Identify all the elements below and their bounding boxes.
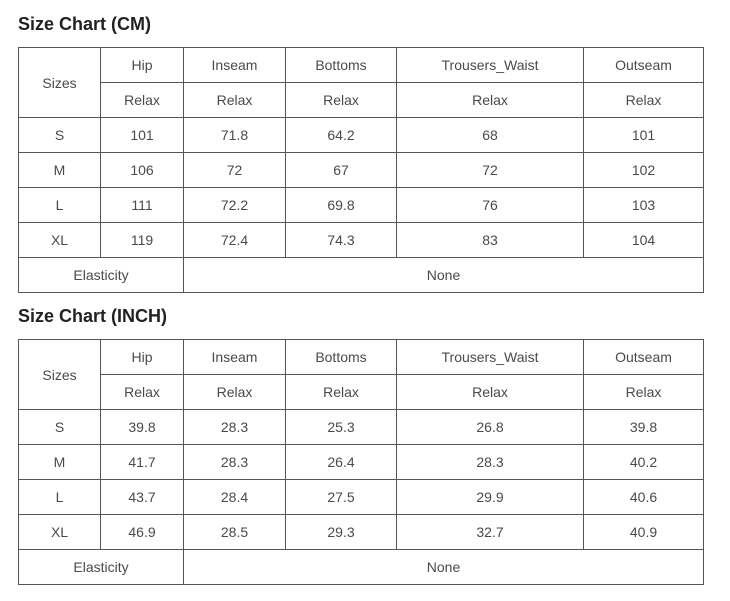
elasticity-value: None [184,550,704,585]
column-header-inseam: Inseam [184,48,286,83]
table-row [19,118,704,153]
value-cell: 106 [101,153,184,188]
value-cell: 39.8 [584,410,704,445]
column-header-outseam: Outseam [584,48,704,83]
value-cell: 40.9 [584,515,704,550]
value-cell: 101 [101,118,184,153]
size-cell: S [19,410,101,445]
column-header-outseam: Outseam [584,340,704,375]
size-cell: L [19,480,101,515]
elasticity-label: Elasticity [19,550,184,585]
fit-cell: Relax [397,375,584,410]
value-cell: 41.7 [101,445,184,480]
size-chart-cm-table [18,47,704,293]
column-header-trousers-waist: Trousers_Waist [397,48,584,83]
size-cell: S [19,118,101,153]
fit-cell: Relax [101,83,184,118]
column-header-inseam: Inseam [184,340,286,375]
value-cell: 40.2 [584,445,704,480]
value-cell: 104 [584,223,704,258]
value-cell: 29.9 [397,480,584,515]
value-cell: 103 [584,188,704,223]
value-cell: 71.8 [184,118,286,153]
size-cell: L [19,188,101,223]
size-chart-inch-section [18,304,672,575]
value-cell: 40.6 [584,480,704,515]
value-cell: 26.8 [397,410,584,445]
elasticity-row [19,550,704,585]
value-cell: 32.7 [397,515,584,550]
table-row [19,153,704,188]
fit-cell: Relax [286,375,397,410]
table-row [19,223,704,258]
value-cell: 28.3 [397,445,584,480]
elasticity-label: Elasticity [19,258,184,293]
value-cell: 69.8 [286,188,397,223]
fit-cell: Relax [584,83,704,118]
column-header-bottoms: Bottoms [286,48,397,83]
size-chart-inch-table [18,339,704,585]
size-cell: M [19,445,101,480]
value-cell: 46.9 [101,515,184,550]
value-cell: 76 [397,188,584,223]
value-cell: 28.4 [184,480,286,515]
fit-cell: Relax [101,375,184,410]
value-cell: 68 [397,118,584,153]
value-cell: 26.4 [286,445,397,480]
size-cell: M [19,153,101,188]
value-cell: 72.2 [184,188,286,223]
size-chart-inch-title: Size Chart (INCH) [18,306,168,326]
value-cell: 111 [101,188,184,223]
table-row [19,480,704,515]
fit-cell: Relax [184,375,286,410]
value-cell: 43.7 [101,480,184,515]
column-header-hip: Hip [101,48,184,83]
fit-row [19,375,704,410]
value-cell: 102 [584,153,704,188]
size-chart-cm-section [18,12,672,283]
fit-row [19,83,704,118]
value-cell: 64.2 [286,118,397,153]
elasticity-value: None [184,258,704,293]
column-header-bottoms: Bottoms [286,340,397,375]
value-cell: 72 [184,153,286,188]
sizes-header: Sizes [19,340,101,410]
value-cell: 39.8 [101,410,184,445]
table-row [19,410,704,445]
value-cell: 28.3 [184,445,286,480]
size-cell: XL [19,515,101,550]
value-cell: 72.4 [184,223,286,258]
column-header-trousers-waist: Trousers_Waist [397,340,584,375]
size-cell: XL [19,223,101,258]
value-cell: 25.3 [286,410,397,445]
value-cell: 119 [101,223,184,258]
fit-cell: Relax [286,83,397,118]
fit-cell: Relax [397,83,584,118]
table-row [19,188,704,223]
elasticity-row [19,258,704,293]
fit-cell: Relax [584,375,704,410]
fit-cell: Relax [184,83,286,118]
value-cell: 29.3 [286,515,397,550]
value-cell: 67 [286,153,397,188]
value-cell: 74.3 [286,223,397,258]
value-cell: 28.3 [184,410,286,445]
value-cell: 72 [397,153,584,188]
size-chart-cm-title: Size Chart (CM) [18,14,152,34]
value-cell: 83 [397,223,584,258]
value-cell: 101 [584,118,704,153]
table-row [19,515,704,550]
header-row [19,340,704,375]
value-cell: 27.5 [286,480,397,515]
column-header-hip: Hip [101,340,184,375]
value-cell: 28.5 [184,515,286,550]
sizes-header: Sizes [19,48,101,118]
header-row [19,48,704,83]
table-row [19,445,704,480]
